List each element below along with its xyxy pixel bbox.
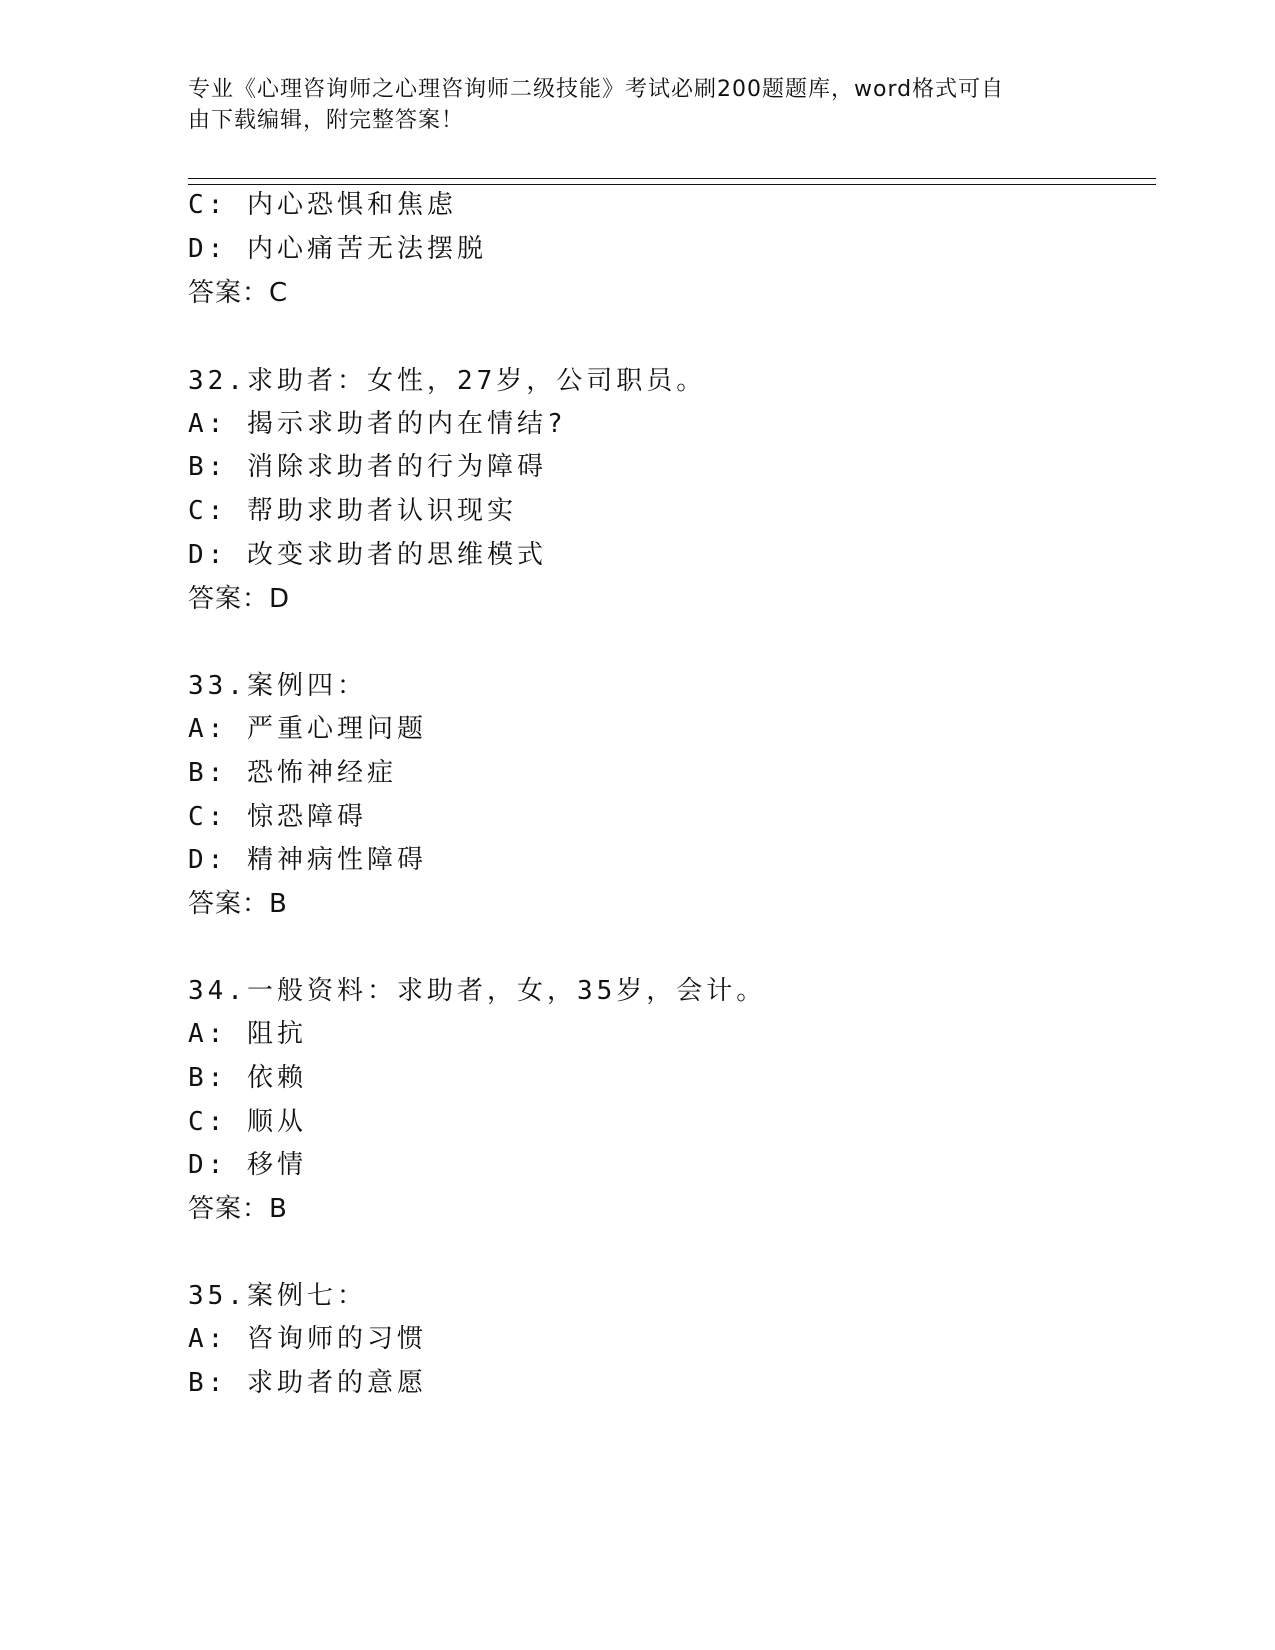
option-line: B: 恐怖神经症 <box>188 758 397 788</box>
option-line: C: 内心恐惧和焦虑 <box>188 190 457 220</box>
question-title: 33.案例四： <box>188 671 367 701</box>
header-line-2: 由下载编辑，附完整答案！ <box>188 108 465 133</box>
option-line: A: 咨询师的习惯 <box>188 1324 427 1354</box>
answer-line: 答案：D <box>188 584 291 614</box>
option-line: D: 改变求助者的思维模式 <box>188 540 547 570</box>
option-line: C: 顺从 <box>188 1107 307 1137</box>
answer-line: 答案：B <box>188 889 288 919</box>
header-divider-bottom <box>188 184 1156 185</box>
question-title: 35.案例七： <box>188 1281 367 1311</box>
option-line: D: 移情 <box>188 1150 307 1180</box>
header-divider-top <box>188 178 1156 179</box>
option-line: B: 消除求助者的行为障碍 <box>188 452 547 482</box>
option-line: C: 惊恐障碍 <box>188 802 367 832</box>
option-line: B: 求助者的意愿 <box>188 1368 427 1398</box>
header-line-1: 专业《心理咨询师之心理咨询师二级技能》考试必刷200题题库，word格式可自 <box>188 77 1005 102</box>
document-header <box>188 74 1088 136</box>
option-line: C: 帮助求助者认识现实 <box>188 496 517 526</box>
option-line: A: 揭示求助者的内在情结? <box>188 409 567 439</box>
option-line: A: 严重心理问题 <box>188 714 427 744</box>
option-line: B: 依赖 <box>188 1063 307 1093</box>
option-line: D: 精神病性障碍 <box>188 845 427 875</box>
answer-line: 答案：B <box>188 1194 288 1224</box>
option-line: A: 阻抗 <box>188 1019 307 1049</box>
question-title: 34.一般资料：求助者，女，35岁，会计。 <box>188 976 767 1006</box>
question-title: 32.求助者：女性，27岁，公司职员。 <box>188 366 707 396</box>
option-line: D: 内心痛苦无法摆脱 <box>188 234 487 264</box>
answer-line: 答案：C <box>188 278 289 308</box>
